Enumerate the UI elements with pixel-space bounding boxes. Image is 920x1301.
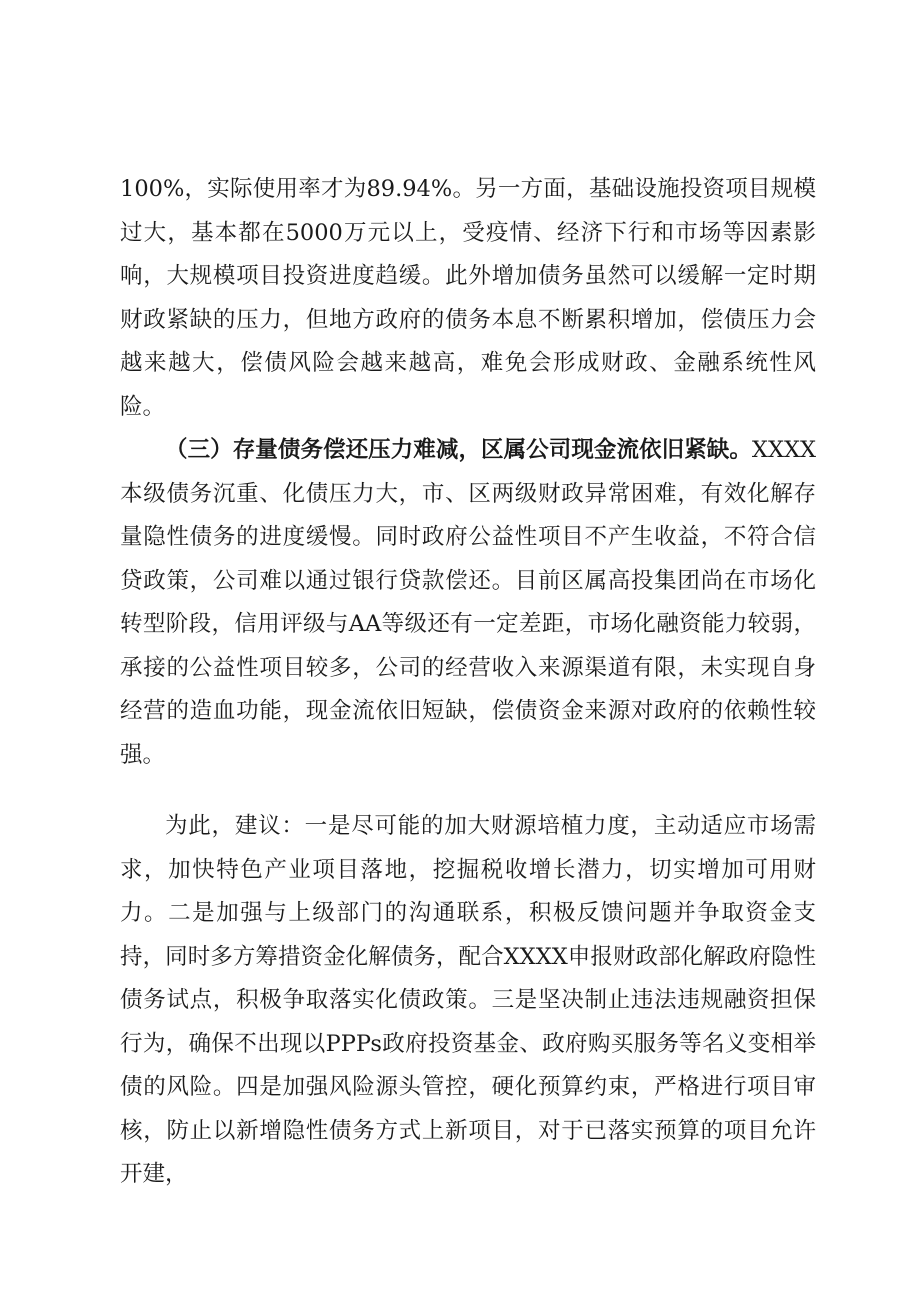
- paragraph-debt-repayment-body: XXXX本级债务沉重、化债压力大，市、区两级财政异常困难，有效化解存量隐性债务的进度缓慢。同时政府公益性项目不产生收益，不符合信贷政策，公司难以通过银行贷款偿还。目前区属高投集团尚在市场化转型阶段，信用评级与AA等级还有一定差距，市场化融资能力较弱，承接的公益性项目较多，公司的经营收入来源渠道有限，未实现自身经营的造血功能，现金流依旧短缺，偿债资金来源对政府的依赖性较强。: [120, 437, 816, 768]
- document-body: [120, 168, 816, 1197]
- paragraph-recommendations: 为此，建议：一是尽可能的加大财源培植力度，主动适应市场需求，加快特色产业项目落地，挖掘税收增长潜力，切实增加可用财力。二是加强与上级部门的沟通联系，积极反馈问题并争取资金支持，同时多方筹措资金化解债务，配合XXXX申报财政部化解政府隐性债务试点，积极争取落实化债政策。三是坚决制止违法违规融资担保行为，确保不出现以PPPs政府投资基金、政府购买服务等名义变相举债的风险。四是加强风险源头管控，硬化预算约束，严格进行项目审核，防止以新增隐性债务方式上新项目，对于已落实预算的项目允许开建，: [120, 813, 816, 1187]
- section-heading-three: （三）存量债务偿还压力难减，区属公司现金流依旧紧缺。: [165, 437, 752, 463]
- paragraph-continuation: 100%，实际使用率才为89.94%。另一方面，基础设施投资项目规模过大，基本都在5000万元以上，受疫情、经济下行和市场等因素影响，大规模项目投资进度趋缓。此外增加债务虽然可以缓解一定时期财政紧缺的压力，但地方政府的债务本息不断累积增加，偿债压力会越来越大，偿债风险会越来越高，难免会形成财政、金融系统性风险。: [120, 176, 816, 420]
- paragraph-debt-repayment: [120, 429, 816, 777]
